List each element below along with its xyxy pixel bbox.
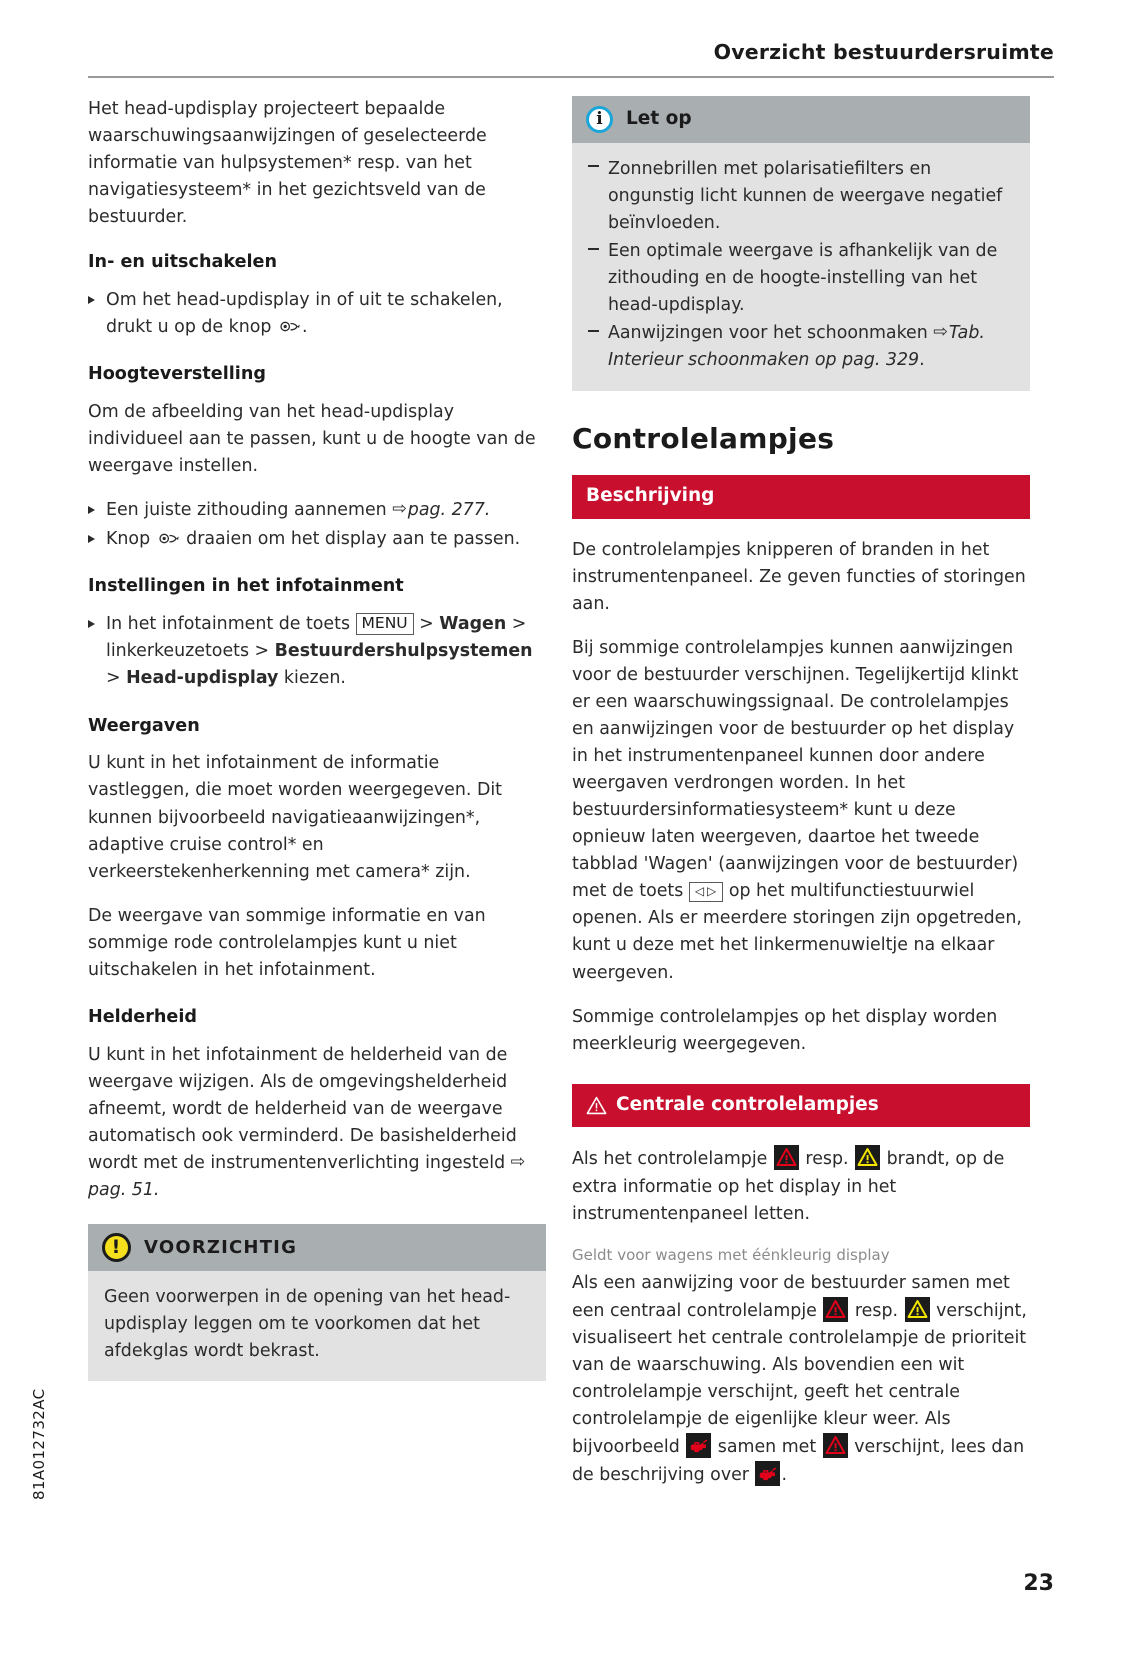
red-bar-description-label: Beschrijving bbox=[586, 484, 715, 506]
intro-paragraph: Het head-updisplay projecteert bepaalde waarschuwingsaanwijzingen of geselecteerde informatie van hulpsystemen* resp. van het navigatiesysteem* in het gezichtsveld van de bestuurder. bbox=[88, 99, 487, 228]
note-item-text: Een optimale weergave is afhankelijk van de zithouding en de hoogte-instelling van het head-updisplay. bbox=[608, 240, 998, 316]
central-lamps-text-b: resp. bbox=[799, 1149, 855, 1170]
description-text-post: op het multifunctiestuurwiel openen. Als er meerdere storingen zijn opgetreden, kunt u deze met het linkermenuwieltje na elkaar weergeven. bbox=[572, 881, 1022, 983]
action-text: Knop bbox=[106, 529, 156, 550]
page-number: 23 bbox=[1023, 1571, 1054, 1596]
list-item bbox=[588, 320, 1014, 374]
final-text-a: Als een aanwijzing voor de bestuurder samen met een centraal controlelampje bbox=[572, 1272, 1010, 1321]
cross-reference-arrow-icon: ⇨ bbox=[392, 499, 407, 520]
note-item-text: Zonnebrillen met polarisatiefilters en ongunstig licht kunnen de weergave negatief beïnvloeden. bbox=[608, 158, 1003, 233]
action-list-height bbox=[88, 497, 546, 553]
warning-triangle-icon bbox=[586, 1096, 607, 1115]
final-paragraph bbox=[572, 1270, 1030, 1490]
oil-can-icon bbox=[755, 1461, 780, 1486]
displays-paragraph-1: U kunt in het infotainment de informatie vastleggen, die moet worden weergegeven. Dit kunnen bijvoorbeeld navigatieaanwijzingen*, adaptive cruise control* en verkeerstekenherkenning met camera* zijn. bbox=[88, 753, 502, 882]
caution-callout-header bbox=[88, 1224, 546, 1271]
action-text-post: draaien om het display aan te passen. bbox=[180, 529, 521, 550]
bullet-triangle-icon bbox=[88, 296, 95, 304]
bullet-triangle-icon bbox=[88, 506, 95, 514]
list-item bbox=[88, 287, 546, 341]
action-text: In het infotainment de toets bbox=[106, 614, 356, 635]
brightness-text-post: . bbox=[153, 1180, 160, 1201]
menu-key[interactable]: MENU bbox=[356, 613, 414, 635]
heading-height-adjust: Hoogteverstelling bbox=[88, 364, 266, 385]
final-text-e: verschijnt, lees dan de beschrijving over bbox=[572, 1437, 1025, 1486]
cross-reference-arrow-icon: ⇨ bbox=[510, 1151, 526, 1172]
hud-knob-icon bbox=[157, 528, 180, 543]
height-paragraph: Om de afbeelding van het head-updisplay individueel aan te passen, kunt u de hoogte van de weergave instellen. bbox=[88, 402, 536, 477]
action-text: Een juiste zithouding aannemen bbox=[106, 500, 393, 521]
heading-on-off: In- en uitschakelen bbox=[88, 252, 277, 273]
final-text-d: samen met bbox=[712, 1437, 822, 1458]
central-lamps-text-a: Als het controlelampje bbox=[572, 1149, 773, 1170]
list-item bbox=[588, 238, 1014, 319]
action-list-on-off bbox=[88, 287, 546, 341]
right-column bbox=[572, 96, 1030, 1506]
list-item bbox=[88, 497, 546, 524]
oil-can-icon bbox=[686, 1433, 711, 1458]
note-item-post: . bbox=[919, 350, 925, 371]
description-paragraph-3: Sommige controlelampjes op het display worden meerkleurig weergegeven. bbox=[572, 1006, 998, 1054]
caution-callout-title: VOORZICHTIG bbox=[144, 1236, 298, 1258]
cross-reference: pag. 51 bbox=[88, 1180, 154, 1201]
red-warning-triangle-icon bbox=[823, 1297, 848, 1322]
description-paragraph-2 bbox=[572, 635, 1030, 987]
action-text: Om het head-updisplay in of uit te schakelen, drukt u op de knop bbox=[106, 290, 503, 338]
heading-displays: Weergaven bbox=[88, 715, 200, 736]
red-bar-description bbox=[572, 475, 1030, 519]
path-separator: > bbox=[413, 614, 440, 635]
note-list bbox=[588, 156, 1014, 375]
final-text-b: resp. bbox=[849, 1300, 904, 1321]
note-callout-title: Let op bbox=[626, 108, 692, 129]
path-post: kiezen. bbox=[278, 668, 346, 689]
warning-bar-central-lamps bbox=[572, 1084, 1030, 1128]
action-list-infotainment bbox=[88, 611, 546, 692]
central-lamps-paragraph bbox=[572, 1145, 1030, 1227]
displays-paragraph-2: De weergave van sommige informatie en van sommige rode controlelampjes kunt u niet uitschakelen in het infotainment. bbox=[88, 905, 486, 980]
final-text-f: . bbox=[781, 1465, 788, 1486]
list-item bbox=[88, 611, 546, 692]
yellow-warning-triangle-icon bbox=[855, 1145, 880, 1170]
applies-to-note: Geldt voor wagens met éénkleurig display bbox=[572, 1245, 890, 1264]
warning-bar-title: Centrale controlelampjes bbox=[616, 1093, 879, 1115]
header-divider bbox=[88, 76, 1054, 78]
hud-knob-icon bbox=[278, 316, 301, 331]
dash-bullet-icon bbox=[588, 165, 599, 167]
brightness-paragraph bbox=[88, 1042, 546, 1204]
caution-callout bbox=[88, 1224, 546, 1381]
cross-reference: Tab. Interieur schoonmaken op pag. 329 bbox=[608, 323, 985, 371]
cross-reference-arrow-icon: ⇨ bbox=[933, 322, 948, 343]
red-warning-triangle-icon bbox=[774, 1145, 799, 1170]
page-title: Controlelampjes bbox=[572, 422, 835, 456]
red-warning-triangle-icon bbox=[823, 1433, 848, 1458]
heading-brightness: Helderheid bbox=[88, 1006, 197, 1027]
note-item-text: Aanwijzingen voor het schoonmaken bbox=[608, 323, 934, 344]
list-item bbox=[588, 156, 1014, 237]
dash-bullet-icon bbox=[588, 330, 599, 332]
menu-path-item-head-updisplay: Head-updisplay bbox=[126, 668, 279, 689]
menu-path-item-wagen: Wagen bbox=[439, 614, 507, 635]
info-circle-icon: i bbox=[586, 106, 613, 133]
bullet-triangle-icon bbox=[88, 620, 95, 628]
left-right-arrow-key[interactable]: ◁▷ bbox=[689, 882, 723, 902]
dash-bullet-icon bbox=[588, 248, 599, 250]
list-item bbox=[88, 526, 546, 553]
bullet-triangle-icon bbox=[88, 535, 95, 543]
path-mid: > linkerkeuzetoets > bbox=[106, 614, 527, 662]
exclamation-circle-icon: ! bbox=[102, 1233, 131, 1262]
path-separator-2: > bbox=[106, 668, 127, 689]
heading-infotainment-settings: Instellingen in het infotainment bbox=[88, 576, 404, 597]
note-callout-body bbox=[572, 143, 1030, 392]
left-column bbox=[88, 96, 546, 1399]
caution-callout-body: Geen voorwerpen in de opening van het head-updisplay leggen om te voorkomen dat het afdekglas wordt bekrast. bbox=[88, 1271, 546, 1381]
yellow-warning-triangle-icon bbox=[905, 1297, 930, 1322]
brightness-text: U kunt in het infotainment de helderheid van de weergave wijzigen. Als de omgevingshelderheid afneemt, wordt de helderheid van de weergave automatisch ook verminderd. De basishelderheid wordt met de instrumentenverlichting ingesteld bbox=[88, 1044, 517, 1173]
action-text-post: . bbox=[484, 500, 491, 521]
document-id: 81A012732AC bbox=[30, 1388, 48, 1500]
running-head: Overzicht bestuurdersruimte bbox=[713, 40, 1054, 64]
note-callout-header bbox=[572, 96, 1030, 143]
central-lamps-text-c: brandt, op de extra informatie op het display in het instrumentenpaneel letten. bbox=[572, 1149, 1005, 1224]
menu-path-item-bestuurdershulpsystemen: Bestuurdershulpsystemen bbox=[274, 641, 533, 662]
cross-reference: pag. 277 bbox=[407, 500, 485, 521]
final-text-c: verschijnt, visualiseert het centrale controlelampje de prioriteit van de waarschuwing. Als bovendien een wit controlelampje verschijnt, geeft het centrale controlelampje de eigenlijke kleur weer. Als bijvoorbeeld bbox=[572, 1300, 1027, 1458]
description-text-pre: Bij sommige controlelampjes kunnen aanwijzingen voor de bestuurder verschijnen. Tegelijkertijd klinkt er een waarschuwingssignaal. De controlelampjes en aanwijzingen voor de bestuurder op het display in het instrumentenpaneel kunnen door andere weergaven verdrongen worden. In het bestuurdersinformatiesysteem* kunt u deze opnieuw laten weergeven, daartoe het tweede tabblad 'Wagen' (aanwijzingen voor de bestuurder) met de toets bbox=[572, 637, 1019, 902]
note-callout bbox=[572, 96, 1030, 391]
action-text-post: . bbox=[301, 317, 308, 338]
description-paragraph-1: De controlelampjes knipperen of branden in het instrumentenpaneel. Ze geven functies of storingen aan. bbox=[572, 539, 1026, 614]
